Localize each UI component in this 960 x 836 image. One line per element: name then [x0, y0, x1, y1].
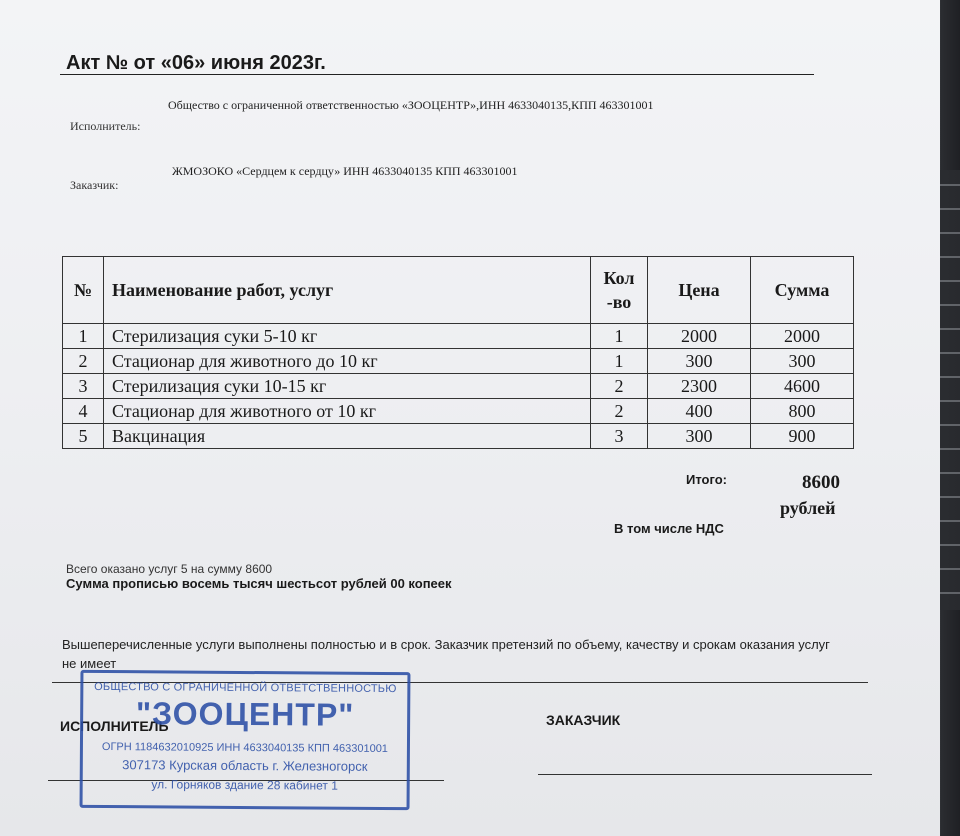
- row-qty: 1: [591, 349, 648, 374]
- row-price: 300: [648, 424, 751, 449]
- stamp-address-city: 307173 Курская область г. Железногорск: [122, 757, 368, 774]
- row-qty: 2: [591, 399, 648, 424]
- row-sum: 4600: [751, 374, 854, 399]
- header-num: №: [63, 257, 104, 324]
- table-row: [63, 349, 854, 374]
- header-qty-bottom: -во: [606, 292, 632, 312]
- executor-signature-label: ИСПОЛНИТЕЛЬ: [60, 718, 169, 734]
- sum-in-words: Сумма прописью восемь тысяч шестьсот рублей 00 копеек: [66, 576, 452, 591]
- row-sum: 300: [751, 349, 854, 374]
- row-name: Стерилизация суки 5-10 кг: [104, 324, 591, 349]
- row-sum: 800: [751, 399, 854, 424]
- title-underline: [60, 74, 814, 75]
- background-object: [938, 170, 960, 610]
- row-price: 2300: [648, 374, 751, 399]
- total-value: 8600: [802, 472, 840, 493]
- header-qty: [591, 257, 648, 324]
- customer-value: ЖМОЗОКО «Сердцем к сердцу» ИНН 4633040135 КПП 463301001: [172, 164, 518, 178]
- header-price: Цена: [648, 257, 751, 324]
- services-table: [62, 256, 854, 449]
- row-name: Стерилизация суки 10-15 кг: [104, 374, 591, 399]
- table-row: [63, 424, 854, 449]
- stamp-org-type: ОБЩЕСТВО С ОГРАНИЧЕННОЙ ОТВЕТСТВЕННОСТЬЮ: [94, 680, 397, 696]
- row-qty: 2: [591, 374, 648, 399]
- row-price: 400: [648, 399, 751, 424]
- table-row: [63, 374, 854, 399]
- stamp-registration: ОГРН 1184632010925 ИНН 4633040135 КПП 463301001: [101, 741, 388, 755]
- document-title: Акт № от «06» июня 2023г.: [66, 52, 326, 74]
- total-label: Итого:: [686, 472, 727, 487]
- table-row: [63, 324, 854, 349]
- row-name: Стационар для животного от 10 кг: [104, 399, 591, 424]
- customer-label: Заказчик:: [70, 178, 119, 192]
- company-stamp: [80, 670, 411, 810]
- row-price: 300: [648, 349, 751, 374]
- table-header-row: [63, 257, 854, 324]
- row-name: Стационар для животного до 10 кг: [104, 349, 591, 374]
- row-num: 2: [63, 349, 104, 374]
- services-summary: Всего оказано услуг 5 на сумму 8600: [66, 562, 273, 576]
- customer-signature-label: ЗАКАЗЧИК: [546, 712, 621, 728]
- row-name: Вакцинация: [104, 424, 591, 449]
- row-sum: 900: [751, 424, 854, 449]
- stamp-address-street: ул. Горняков здание 28 кабинет 1: [151, 777, 338, 793]
- header-sum: Сумма: [751, 257, 854, 324]
- vat-note: В том числе НДС: [614, 521, 724, 536]
- customer-signature-line: [538, 774, 872, 775]
- row-qty: 1: [591, 324, 648, 349]
- row-price: 2000: [648, 324, 751, 349]
- row-num: 5: [63, 424, 104, 449]
- header-qty-top: Кол: [603, 268, 635, 288]
- executor-value: Общество с ограниченной ответственностью «ЗООЦЕНТР»,ИНН 4633040135,КПП 463301001: [168, 98, 654, 112]
- row-num: 1: [63, 324, 104, 349]
- table-row: [63, 399, 854, 424]
- stamp-company-name: "ЗООЦЕНТР": [135, 695, 355, 733]
- header-name: Наименование работ, услуг: [104, 257, 591, 324]
- row-sum: 2000: [751, 324, 854, 349]
- total-currency: рублей: [780, 498, 836, 518]
- executor-label: Исполнитель:: [70, 119, 141, 133]
- row-num: 3: [63, 374, 104, 399]
- completion-statement: Вышеперечисленные услуги выполнены полностью и в срок. Заказчик претензий по объему, качеству и срокам оказания услуг не имеет: [62, 637, 830, 671]
- row-qty: 3: [591, 424, 648, 449]
- row-num: 4: [63, 399, 104, 424]
